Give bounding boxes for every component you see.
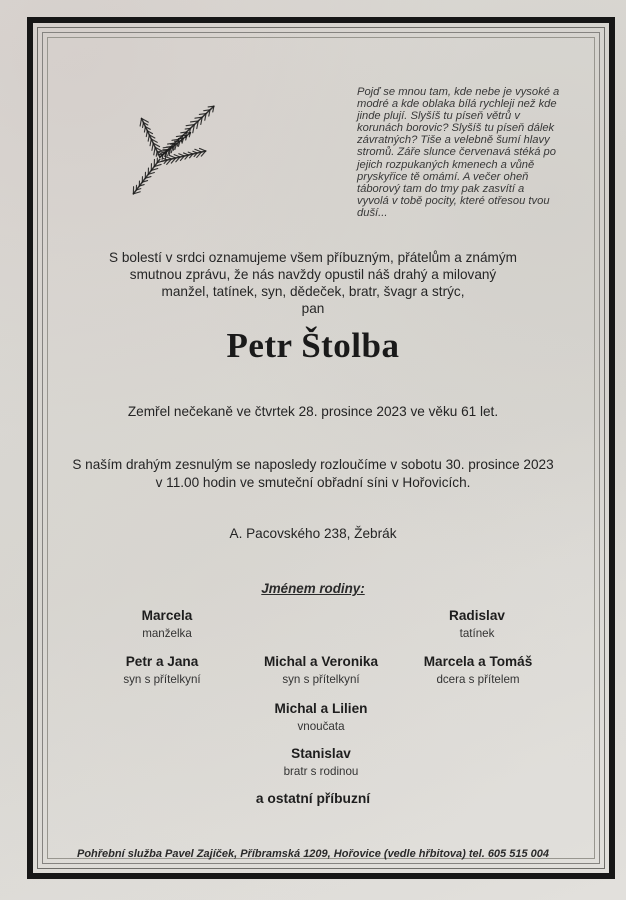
family-closing: a ostatní příbuzní: [255, 791, 371, 806]
member-name: Stanislav: [291, 746, 351, 761]
poem-line: korunách borovic? Slyšíš tu píseň dálek: [357, 122, 555, 135]
member-name: Petr a Jana: [125, 654, 199, 669]
announcement-block: [0, 249, 626, 317]
member-name: Radislav: [449, 608, 505, 623]
footer-text: Pohřební služba Pavel Zajíček, Příbramská 1209, Hořovice (vedle hřbitova) tel. 605 515 004: [76, 848, 549, 860]
member-relation: dcera s přítelem: [436, 673, 520, 686]
family-member: [52, 608, 282, 642]
poem-line: závratných? Tiše a velebně šumí hlavy: [357, 134, 550, 147]
member-name: Michal a Veronika: [263, 654, 379, 669]
title-prefix: pan: [301, 301, 325, 316]
deceased-name: Petr Štolba: [226, 326, 400, 365]
member-relation: manželka: [142, 627, 192, 640]
announcement-line: smutnou zprávu, že nás navždy opustil náš drahý a milovaný: [129, 267, 497, 282]
poem-line: modré a kde oblaka bílá rychleji než kde: [357, 98, 557, 111]
member-relation: syn s přítelkyní: [123, 673, 201, 686]
announcement-line: S bolestí v srdci oznamujeme všem příbuzným, přátelům a známým: [109, 250, 517, 265]
member-relation: vnoučata: [297, 720, 345, 733]
family-member: [362, 608, 592, 642]
poem-line: pryskyřice tě omámí. A večer oheň: [357, 170, 529, 183]
death-notice-line: Zemřel nečekaně ve čtvrtek 28. prosince 2023 ve věku 61 let.: [127, 404, 499, 419]
member-name: Marcela a Tomáš: [423, 654, 533, 669]
poem-line: duší...: [357, 206, 388, 219]
farewell-block: [0, 456, 626, 491]
family-heading: Jménem rodiny:: [261, 581, 365, 596]
family-member: [363, 654, 593, 688]
farewell-line: S naším drahým zesnulým se naposledy rozloučíme v sobotu 30. prosince 2023: [72, 457, 554, 472]
member-name: Michal a Lilien: [274, 701, 368, 716]
member-relation: syn s přítelkyní: [282, 673, 360, 686]
poem-line: táborový tam do tmy pak zasvítí a: [357, 182, 525, 195]
poem-line: jejich rozpukaných kmenech a vůně: [357, 158, 535, 171]
ceremony-address: A. Pacovského 238, Žebrák: [229, 526, 397, 541]
member-name: Marcela: [141, 608, 193, 623]
poem-line: vyvolá v tobě pocity, které otřesou tvou: [357, 194, 550, 207]
member-relation: tatínek: [459, 627, 495, 640]
poem-line: stromů. Záře slunce červenavá stéká po: [357, 146, 556, 159]
family-member: [206, 701, 436, 735]
poem-line: Pojď se mnou tam, kde nebe je vysoké a: [357, 86, 560, 98]
poem-line: jinde plují. Slyšíš tu píseň větrů v: [357, 110, 520, 123]
announcement-line: manžel, tatínek, syn, dědeček, bratr, švagr a strýc,: [161, 284, 465, 299]
member-relation: bratr s rodinou: [283, 765, 359, 778]
family-member: [206, 746, 436, 780]
poem-block: [357, 86, 609, 219]
pine-sprig-icon: [110, 98, 224, 200]
farewell-line: v 11.00 hodin ve smuteční obřadní síni v Hořovicích.: [155, 474, 471, 490]
